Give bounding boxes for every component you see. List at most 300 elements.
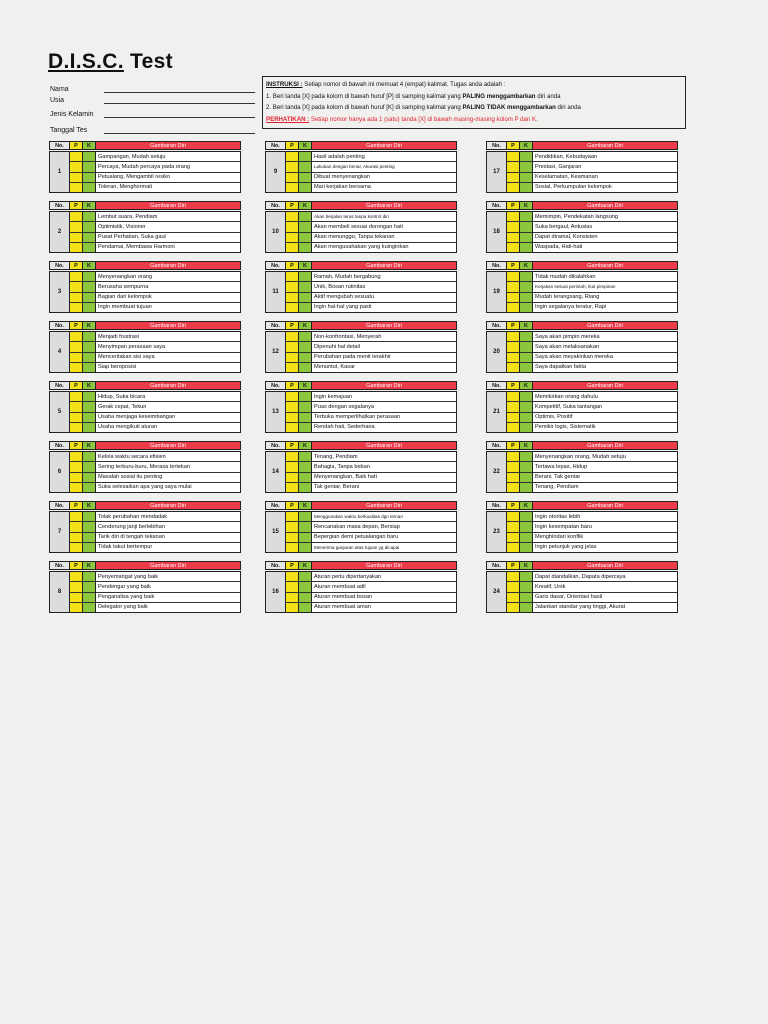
header-k: K: [299, 382, 312, 389]
k-checkbox[interactable]: [299, 413, 311, 423]
p-checkbox[interactable]: [286, 572, 298, 582]
k-checkbox[interactable]: [520, 572, 532, 582]
p-checkbox[interactable]: [507, 512, 519, 522]
instructions-line2b: PALING TIDAK menggambarkan: [462, 104, 556, 111]
statement-text: Memikirkan orang dahulu: [533, 392, 677, 402]
statements: [312, 212, 456, 252]
p-checkbox[interactable]: [507, 353, 519, 363]
p-checkbox[interactable]: [507, 162, 519, 172]
k-checkbox[interactable]: [83, 392, 95, 402]
question-group: [486, 381, 678, 437]
p-checkbox[interactable]: [286, 522, 298, 532]
statement-text: Delegator yang baik: [98, 604, 148, 611]
k-checkbox[interactable]: [83, 303, 95, 312]
k-checkbox[interactable]: [520, 522, 532, 532]
statement-text: Tidak takut bertempur: [98, 544, 153, 551]
header-gambaran-diri: Gambaran Diri: [533, 382, 677, 389]
k-checkbox[interactable]: [83, 353, 95, 363]
p-checkbox[interactable]: [507, 272, 519, 282]
k-checkbox[interactable]: [299, 512, 311, 522]
p-checkbox[interactable]: [286, 332, 298, 342]
header-no: No.: [266, 442, 286, 449]
k-checkbox[interactable]: [520, 293, 532, 303]
statement-text: Dapat diramal, Konsisten: [533, 233, 677, 243]
p-checkbox[interactable]: [286, 183, 298, 192]
header-gambaran-diri: Gambaran Diri: [533, 142, 677, 149]
k-checkbox[interactable]: [520, 282, 532, 292]
header-gambaran-diri: Gambaran Diri: [96, 502, 240, 509]
p-checkbox[interactable]: [507, 293, 519, 303]
p-checkbox[interactable]: [70, 452, 82, 462]
k-checkbox[interactable]: [83, 603, 95, 612]
k-checkbox[interactable]: [299, 473, 311, 483]
k-checkbox[interactable]: [299, 483, 311, 492]
p-checkbox[interactable]: [507, 543, 519, 552]
nama-line[interactable]: [104, 84, 255, 93]
k-checkbox[interactable]: [520, 222, 532, 232]
p-checkbox[interactable]: [286, 543, 298, 552]
group-header: [49, 561, 241, 570]
group-body: [486, 331, 678, 373]
p-checkbox[interactable]: [286, 243, 298, 252]
k-checkbox[interactable]: [520, 473, 532, 483]
group-body: [486, 511, 678, 553]
k-checkbox[interactable]: [83, 222, 95, 232]
k-checkbox[interactable]: [83, 413, 95, 423]
p-checkbox[interactable]: [70, 462, 82, 472]
statement-text: Ingin kesempatan baru: [533, 522, 677, 532]
statement-text: Suka selesaikan apa yang saya mulai: [98, 484, 192, 491]
k-checkbox[interactable]: [83, 243, 95, 252]
header-no: No.: [487, 382, 507, 389]
k-checkbox[interactable]: [299, 452, 311, 462]
p-checkbox[interactable]: [507, 152, 519, 162]
statement-text: Waspada, Hati-hati: [535, 244, 583, 251]
k-checkbox[interactable]: [520, 173, 532, 183]
k-checkbox[interactable]: [83, 473, 95, 483]
p-checkbox[interactable]: [286, 512, 298, 522]
p-checkbox[interactable]: [70, 512, 82, 522]
p-checkbox[interactable]: [507, 582, 519, 592]
k-checkbox[interactable]: [299, 332, 311, 342]
p-checkbox[interactable]: [507, 342, 519, 352]
p-checkbox[interactable]: [286, 462, 298, 472]
statement-text: Keselamatan, Keamanan: [533, 173, 677, 183]
jenis-kelamin-field[interactable]: [50, 107, 255, 118]
p-checkbox[interactable]: [70, 173, 82, 183]
statements: [533, 452, 677, 492]
p-checkbox[interactable]: [70, 483, 82, 492]
k-column: [520, 272, 533, 312]
k-checkbox[interactable]: [520, 212, 532, 222]
k-checkbox[interactable]: [83, 533, 95, 543]
p-checkbox[interactable]: [70, 363, 82, 372]
header-p: P: [286, 442, 299, 449]
k-checkbox[interactable]: [299, 152, 311, 162]
header-p: P: [70, 262, 83, 269]
p-checkbox[interactable]: [507, 533, 519, 543]
k-checkbox[interactable]: [520, 243, 532, 252]
p-checkbox[interactable]: [70, 593, 82, 603]
instructions-line0: Setiap nomor di bawah ini memuat 4 (empat) kalimat. Tugas anda adalah :: [302, 81, 506, 88]
k-checkbox[interactable]: [83, 293, 95, 303]
p-checkbox[interactable]: [507, 233, 519, 243]
p-checkbox[interactable]: [70, 212, 82, 222]
statement-text: Saya akan melaksanakan: [533, 342, 677, 352]
p-checkbox[interactable]: [286, 392, 298, 402]
p-checkbox[interactable]: [286, 582, 298, 592]
k-checkbox[interactable]: [520, 603, 532, 612]
k-checkbox[interactable]: [299, 212, 311, 222]
group-header: [486, 261, 678, 270]
statement-text: Menjadi frustrasi: [96, 332, 240, 342]
p-checkbox[interactable]: [507, 332, 519, 342]
p-checkbox[interactable]: [70, 183, 82, 192]
statement-text: Aturan membuat bosan: [312, 593, 456, 603]
k-checkbox[interactable]: [299, 533, 311, 543]
statement-text: Penganalisa yang baik: [96, 593, 240, 603]
p-checkbox[interactable]: [286, 483, 298, 492]
p-checkbox[interactable]: [507, 572, 519, 582]
header-p: P: [507, 322, 520, 329]
tanggal-tes-line[interactable]: [104, 125, 255, 134]
p-checkbox[interactable]: [286, 423, 298, 432]
k-checkbox[interactable]: [520, 582, 532, 592]
p-checkbox[interactable]: [70, 243, 82, 252]
p-checkbox[interactable]: [70, 272, 82, 282]
nama-field[interactable]: [50, 82, 255, 93]
p-checkbox[interactable]: [70, 282, 82, 292]
p-checkbox[interactable]: [70, 603, 82, 612]
statement-text: Mari kerjakan bersama: [314, 184, 371, 191]
k-checkbox[interactable]: [83, 462, 95, 472]
k-checkbox[interactable]: [299, 162, 311, 172]
k-checkbox[interactable]: [83, 543, 95, 552]
question-number: 12: [266, 332, 286, 372]
k-checkbox[interactable]: [299, 183, 311, 192]
p-checkbox[interactable]: [70, 303, 82, 312]
p-column: [70, 332, 83, 372]
p-checkbox[interactable]: [70, 152, 82, 162]
question-group: [486, 141, 678, 197]
header-k: K: [520, 502, 533, 509]
p-checkbox[interactable]: [507, 423, 519, 432]
usia-label: Usia: [50, 97, 65, 104]
p-checkbox[interactable]: [70, 233, 82, 243]
k-checkbox[interactable]: [83, 272, 95, 282]
p-checkbox[interactable]: [507, 173, 519, 183]
p-checkbox[interactable]: [70, 402, 82, 412]
statements: [533, 212, 677, 252]
p-checkbox[interactable]: [507, 243, 519, 252]
statement-text: Aturan membuat aman: [314, 604, 371, 611]
k-checkbox[interactable]: [520, 423, 532, 432]
statement-text: Ingin membuat tujuan: [98, 304, 152, 311]
statements: [533, 152, 677, 192]
p-checkbox[interactable]: [507, 593, 519, 603]
identity-fields: [50, 82, 255, 134]
group-body: [49, 511, 241, 553]
k-checkbox[interactable]: [83, 522, 95, 532]
k-checkbox[interactable]: [83, 582, 95, 592]
header-gambaran-diri: Gambaran Diri: [533, 202, 677, 209]
k-column: [83, 212, 96, 252]
k-checkbox[interactable]: [520, 413, 532, 423]
p-column: [70, 152, 83, 192]
statement-text: Kelola waktu secara efisien: [96, 452, 240, 462]
k-checkbox[interactable]: [83, 452, 95, 462]
p-checkbox[interactable]: [286, 152, 298, 162]
p-checkbox[interactable]: [286, 233, 298, 243]
k-checkbox[interactable]: [520, 183, 532, 192]
k-checkbox[interactable]: [299, 272, 311, 282]
p-checkbox[interactable]: [70, 413, 82, 423]
p-checkbox[interactable]: [286, 533, 298, 543]
k-checkbox[interactable]: [520, 233, 532, 243]
p-checkbox[interactable]: [507, 452, 519, 462]
statement-text: Tertawa lepas, Hidup: [533, 462, 677, 472]
k-checkbox[interactable]: [520, 152, 532, 162]
k-checkbox[interactable]: [520, 593, 532, 603]
p-checkbox[interactable]: [507, 522, 519, 532]
group-body: [49, 391, 241, 433]
k-checkbox[interactable]: [299, 303, 311, 312]
p-checkbox[interactable]: [70, 392, 82, 402]
tanggal-tes-field[interactable]: [50, 123, 255, 134]
p-checkbox[interactable]: [286, 173, 298, 183]
header-p: P: [507, 262, 520, 269]
k-checkbox[interactable]: [520, 363, 532, 372]
group-body: [265, 331, 457, 373]
statement-text: Menggunakan waktu berkualitas dgn teman: [312, 512, 456, 522]
p-column: [507, 212, 520, 252]
p-checkbox[interactable]: [70, 293, 82, 303]
jenis-kelamin-line[interactable]: [104, 109, 255, 118]
statement-text: Unik, Bosan rutinitas: [312, 282, 456, 292]
k-checkbox[interactable]: [83, 572, 95, 582]
k-checkbox[interactable]: [299, 342, 311, 352]
statement-text: Masalah sosial itu penting: [96, 473, 240, 483]
k-column: [299, 572, 312, 612]
group-body: [49, 271, 241, 313]
header-p: P: [286, 322, 299, 329]
header-k: K: [83, 202, 96, 209]
statement-text: Bahagia, Tanpa beban: [312, 462, 456, 472]
statements: [533, 332, 677, 372]
k-checkbox[interactable]: [299, 462, 311, 472]
k-checkbox[interactable]: [520, 272, 532, 282]
p-checkbox[interactable]: [70, 342, 82, 352]
k-checkbox[interactable]: [83, 483, 95, 492]
k-checkbox[interactable]: [83, 173, 95, 183]
k-checkbox[interactable]: [299, 593, 311, 603]
question-number: 11: [266, 272, 286, 312]
k-checkbox[interactable]: [83, 342, 95, 352]
k-checkbox[interactable]: [520, 543, 532, 552]
k-checkbox[interactable]: [299, 603, 311, 612]
k-checkbox[interactable]: [83, 512, 95, 522]
p-checkbox[interactable]: [286, 303, 298, 312]
header-k: K: [520, 442, 533, 449]
header-gambaran-diri: Gambaran Diri: [96, 142, 240, 149]
k-column: [83, 452, 96, 492]
p-column: [70, 392, 83, 432]
p-checkbox[interactable]: [286, 353, 298, 363]
p-checkbox[interactable]: [507, 402, 519, 412]
k-checkbox[interactable]: [83, 212, 95, 222]
group-header: [265, 141, 457, 150]
p-checkbox[interactable]: [286, 162, 298, 172]
k-checkbox[interactable]: [299, 243, 311, 252]
k-checkbox[interactable]: [83, 162, 95, 172]
header-no: No.: [50, 442, 70, 449]
p-column: [286, 512, 299, 552]
k-column: [299, 392, 312, 432]
p-checkbox[interactable]: [286, 342, 298, 352]
k-checkbox[interactable]: [299, 522, 311, 532]
statement-text: Sosial, Perkumpulan kelompok: [535, 184, 612, 191]
k-checkbox[interactable]: [83, 282, 95, 292]
k-checkbox[interactable]: [520, 162, 532, 172]
p-checkbox[interactable]: [286, 593, 298, 603]
k-checkbox[interactable]: [299, 233, 311, 243]
p-checkbox[interactable]: [286, 473, 298, 483]
p-checkbox[interactable]: [70, 543, 82, 552]
k-checkbox[interactable]: [520, 392, 532, 402]
p-checkbox[interactable]: [286, 452, 298, 462]
p-column: [286, 392, 299, 432]
p-checkbox[interactable]: [286, 413, 298, 423]
k-checkbox[interactable]: [299, 282, 311, 292]
statement-text: Jalankan standar yang tinggi, Akurat: [535, 604, 626, 611]
question-number: 18: [487, 212, 507, 252]
k-checkbox[interactable]: [520, 353, 532, 363]
k-checkbox[interactable]: [299, 222, 311, 232]
k-checkbox[interactable]: [83, 233, 95, 243]
statements: [312, 152, 456, 192]
p-checkbox[interactable]: [507, 282, 519, 292]
k-checkbox[interactable]: [299, 582, 311, 592]
k-column: [299, 452, 312, 492]
k-checkbox[interactable]: [83, 332, 95, 342]
k-checkbox[interactable]: [520, 533, 532, 543]
header-no: No.: [266, 202, 286, 209]
p-checkbox[interactable]: [286, 222, 298, 232]
p-checkbox[interactable]: [286, 272, 298, 282]
p-checkbox[interactable]: [507, 303, 519, 312]
p-checkbox[interactable]: [286, 402, 298, 412]
header-k: K: [520, 382, 533, 389]
k-checkbox[interactable]: [83, 593, 95, 603]
p-checkbox[interactable]: [70, 522, 82, 532]
group-header: [265, 441, 457, 450]
question-group: [265, 561, 457, 617]
statement-text: Kreatif, Unik: [533, 582, 677, 592]
p-checkbox[interactable]: [70, 222, 82, 232]
question-group: [486, 261, 678, 317]
k-checkbox[interactable]: [83, 363, 95, 372]
k-checkbox[interactable]: [299, 543, 311, 552]
p-checkbox[interactable]: [286, 603, 298, 612]
k-checkbox[interactable]: [299, 572, 311, 582]
p-checkbox[interactable]: [507, 183, 519, 192]
p-checkbox[interactable]: [70, 353, 82, 363]
k-checkbox[interactable]: [299, 353, 311, 363]
header-k: K: [83, 442, 96, 449]
p-column: [507, 572, 520, 612]
p-checkbox[interactable]: [70, 572, 82, 582]
header-no: No.: [50, 322, 70, 329]
p-checkbox[interactable]: [70, 332, 82, 342]
k-checkbox[interactable]: [520, 452, 532, 462]
statement-text: Sering terburu-buru, Merasa tertekan: [96, 462, 240, 472]
group-header: [486, 561, 678, 570]
page-title: [48, 50, 173, 74]
k-checkbox[interactable]: [299, 363, 311, 372]
p-checkbox[interactable]: [507, 363, 519, 372]
k-checkbox[interactable]: [299, 392, 311, 402]
question-number: 6: [50, 452, 70, 492]
p-checkbox[interactable]: [507, 483, 519, 492]
header-k: K: [299, 562, 312, 569]
p-checkbox[interactable]: [507, 413, 519, 423]
p-checkbox[interactable]: [286, 282, 298, 292]
p-checkbox[interactable]: [286, 363, 298, 372]
p-checkbox[interactable]: [70, 162, 82, 172]
statement-text: Akan berjalan terus tanpa kontrol diri: [312, 212, 456, 222]
question-number: 17: [487, 152, 507, 192]
p-checkbox[interactable]: [507, 603, 519, 612]
p-checkbox[interactable]: [70, 582, 82, 592]
usia-line[interactable]: [104, 95, 255, 104]
instructions-line1b: PALING menggambarkan: [462, 92, 536, 100]
k-checkbox[interactable]: [299, 293, 311, 303]
k-checkbox[interactable]: [520, 462, 532, 472]
p-checkbox[interactable]: [70, 423, 82, 432]
p-checkbox[interactable]: [507, 222, 519, 232]
k-checkbox[interactable]: [520, 342, 532, 352]
p-checkbox[interactable]: [507, 212, 519, 222]
k-checkbox[interactable]: [520, 402, 532, 412]
k-checkbox[interactable]: [520, 303, 532, 312]
statement-text: Saya akan meyakinkan mereka: [533, 353, 677, 363]
k-checkbox[interactable]: [83, 183, 95, 192]
p-checkbox[interactable]: [70, 473, 82, 483]
statement-text: Ingin kemajuan: [312, 392, 456, 402]
k-checkbox[interactable]: [520, 332, 532, 342]
k-checkbox[interactable]: [520, 512, 532, 522]
k-checkbox[interactable]: [83, 152, 95, 162]
p-checkbox[interactable]: [507, 462, 519, 472]
k-checkbox[interactable]: [299, 402, 311, 412]
k-checkbox[interactable]: [299, 173, 311, 183]
statement-text: Pendamai, Membawa Harmoni: [98, 244, 175, 251]
k-checkbox[interactable]: [520, 483, 532, 492]
p-checkbox[interactable]: [286, 212, 298, 222]
usia-field[interactable]: [50, 93, 255, 104]
header-p: P: [507, 142, 520, 149]
p-checkbox[interactable]: [286, 293, 298, 303]
p-checkbox[interactable]: [507, 392, 519, 402]
k-checkbox[interactable]: [299, 423, 311, 432]
p-checkbox[interactable]: [507, 473, 519, 483]
jenis-kelamin-label: Jenis Kelamin: [50, 111, 94, 118]
header-no: No.: [50, 142, 70, 149]
p-checkbox[interactable]: [70, 533, 82, 543]
k-column: [299, 332, 312, 372]
k-checkbox[interactable]: [83, 402, 95, 412]
k-checkbox[interactable]: [83, 423, 95, 432]
